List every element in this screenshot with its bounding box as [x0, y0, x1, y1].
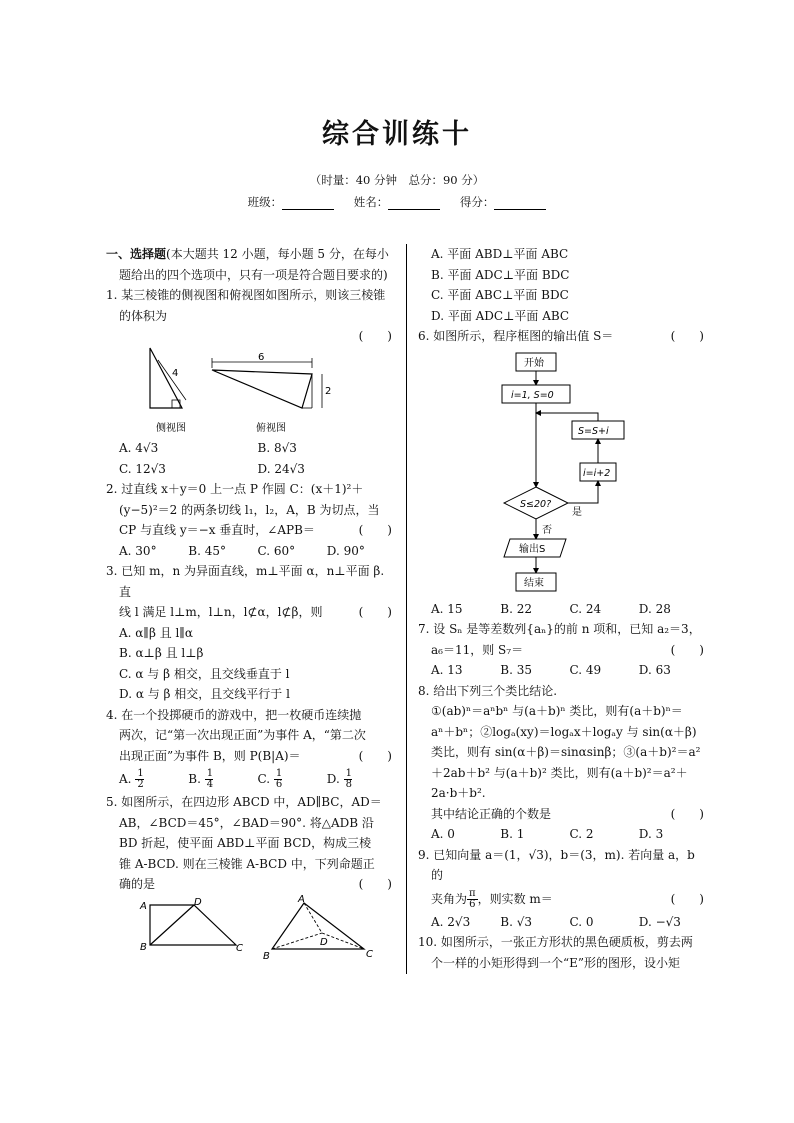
q4-stem-3: 出现正面”为事件 B，则 P(B|A)＝ [119, 748, 301, 763]
page-title: 综合训练十 [322, 119, 472, 150]
q8-option-b[interactable]: B. 1 [500, 827, 525, 841]
q7-option-d[interactable]: D. 63 [638, 663, 671, 677]
score-label: 得分： [459, 195, 495, 209]
q1-option-b[interactable]: B. 8√3 [257, 441, 297, 455]
name-field [354, 194, 441, 210]
name-label: 姓名： [353, 195, 389, 209]
trap-label-b: B [140, 941, 147, 953]
question-5 [106, 792, 396, 961]
q6-answer-paren: ( ) [670, 329, 704, 343]
fc-yes-label: 是 [572, 506, 582, 518]
q2-options [106, 541, 396, 562]
q5-answer-paren: ( ) [358, 877, 392, 891]
q7-option-a[interactable]: A. 13 [431, 663, 463, 677]
q8-line-4: ＋2ab＋b² 与(a＋b)² 类比，则有(a＋b)²＝a²＋ [431, 765, 688, 780]
tet-label-b: B [263, 950, 270, 961]
q4-stem-1: 4. 在一个投掷硬币的游戏中，把一枚硬币连续抛 [106, 707, 362, 722]
q7-answer-paren: ( ) [670, 642, 704, 657]
q6-option-d[interactable]: D. 28 [638, 601, 671, 616]
fc-cond-label: S≤20? [520, 498, 552, 510]
q2-stem-3: CP 与直线 y＝−x 垂直时，∠APB＝ [119, 523, 315, 537]
name-blank[interactable] [388, 197, 440, 210]
trapezoid [139, 897, 243, 954]
q3-option-a[interactable]: A. α∥β 且 l∥α [119, 625, 193, 640]
q1-option-d[interactable]: D. 24√3 [257, 461, 305, 476]
score-field [460, 194, 547, 210]
q2-stem-1: 2. 过直线 x＋y＝0 上一点 P 作圆 C：(x＋1)²＋ [106, 482, 364, 496]
side-view-label: 侧视图 [156, 423, 186, 434]
q1-options [106, 438, 396, 479]
tet-label-d: D [320, 936, 328, 948]
question-3 [106, 561, 396, 705]
trap-label-a: A [140, 900, 147, 912]
q8-line-2: aⁿ＋bⁿ；②logₐ(xy)＝logₐx＋logₐy 与 sin(α＋β) [431, 724, 697, 739]
q2-option-d[interactable]: D. 90° [326, 543, 365, 558]
q4-stem-2: 两次，记“第一次出现正面”为事件 A，“第二次 [119, 728, 366, 742]
q10-stem-1: 10. 如图所示，一张正方形状的黑色硬质板，剪去两 [418, 935, 693, 949]
exam-meta: （时量：40 分钟 总分：90 分） [309, 173, 485, 187]
fc-end-label: 结束 [524, 577, 544, 589]
q1-option-a[interactable]: A. 4√3 [119, 441, 159, 455]
right-column [418, 244, 708, 973]
column-divider [406, 244, 407, 974]
fc-start-label: 开始 [524, 357, 544, 369]
q6-flowchart [418, 347, 708, 599]
question-9 [418, 845, 708, 933]
question-10 [418, 932, 708, 973]
q9-options [418, 912, 708, 933]
q9-option-b[interactable]: B. √3 [500, 914, 532, 929]
left-column [106, 244, 396, 961]
top-view [212, 352, 331, 434]
q9-angle-fraction: $\frac{\pi}{6}$ [469, 887, 476, 910]
q5-option-d[interactable]: D. 平面 ADC⊥平面 ABC [431, 308, 570, 323]
side-view [150, 348, 186, 434]
q8-line-6: 其中结论正确的个数是 [431, 806, 552, 821]
class-field [248, 194, 335, 210]
q4-answer-paren: ( ) [358, 748, 392, 763]
q1-answer-paren: ( ) [358, 329, 392, 343]
top-dim-6: 6 [258, 352, 265, 363]
fc-output-label: 输出S [519, 543, 546, 555]
q9-option-d[interactable]: D. −√3 [638, 914, 681, 929]
side-dim-4: 4 [172, 368, 179, 379]
trap-label-d: D [194, 896, 202, 908]
q6-stem: 6. 如图所示，程序框图的输出值 S＝ [418, 329, 614, 343]
fc-no-label: 否 [542, 524, 552, 536]
question-4 [106, 705, 396, 793]
fc-init-label: i=1, S=0 [511, 389, 554, 401]
score-blank[interactable] [494, 197, 546, 210]
q7-option-c[interactable]: C. 49 [569, 663, 602, 677]
question-2 [106, 479, 396, 561]
trap-label-c: C [236, 942, 243, 954]
q5-stem-4: 锥 A-BCD. 则在三棱锥 A-BCD 中，下列命题正 [119, 856, 375, 871]
q3-option-b[interactable]: B. α⊥β 且 l⊥β [119, 646, 204, 660]
tet-label-a: A [298, 894, 305, 905]
q5-figure [106, 895, 386, 961]
q9-stem-2a: 夹角为 [431, 891, 468, 906]
question-7 [418, 619, 708, 681]
q6-option-a[interactable]: A. 15 [431, 601, 463, 616]
question-8 [418, 681, 708, 845]
q6-option-b[interactable]: B. 22 [500, 601, 532, 616]
class-label: 班级： [247, 195, 283, 209]
q4-option-d[interactable]: D. $\frac{1}{8}$ [326, 768, 352, 790]
q1-option-c[interactable]: C. 12√3 [119, 461, 166, 476]
q5-option-a[interactable]: A. 平面 ABD⊥平面 ABC [431, 247, 569, 261]
q8-line-1: ①(ab)ⁿ＝aⁿbⁿ 与(a＋b)ⁿ 类比，则有(a＋b)ⁿ＝ [431, 704, 683, 718]
q1-stem: 1. 某三棱锥的侧视图和俯视图如图所示，则该三棱锥的体积为 [106, 288, 386, 323]
q7-option-b[interactable]: B. 35 [500, 663, 532, 677]
q9-option-a[interactable]: A. 2√3 [431, 914, 471, 929]
q2-option-b[interactable]: B. 45° [188, 543, 226, 558]
q4-options [106, 766, 396, 792]
q9-answer-paren: ( ) [670, 891, 704, 906]
q8-stem: 8. 给出下列三个类比结论. [418, 683, 558, 698]
q8-options [418, 824, 708, 845]
question-6 [418, 326, 708, 619]
tet-label-c: C [366, 948, 373, 960]
tetrahedron [263, 895, 373, 961]
student-info [0, 194, 794, 210]
q2-option-a[interactable]: A. 30° [119, 543, 157, 558]
section-heading [106, 244, 396, 285]
q2-option-c[interactable]: C. 60° [257, 543, 296, 558]
q3-answer-paren: ( ) [358, 605, 392, 619]
q3-option-d[interactable]: D. α 与 β 相交，且交线平行于 l [119, 687, 290, 701]
q5-option-b[interactable]: B. 平面 ADC⊥平面 BDC [431, 267, 570, 282]
section-heading-label: 一、选择题 [106, 247, 167, 261]
q8-option-d[interactable]: D. 3 [638, 827, 664, 841]
q8-line-3: 类比，则有 sin(α＋β)＝sinαsinβ；③(a＋b)²＝a² [431, 745, 701, 759]
q6-options [418, 599, 708, 620]
q9-stem-1: 9. 已知向量 a＝(1，√3)，b＝(3，m). 若向量 a，b 的 [418, 847, 695, 882]
q2-answer-paren: ( ) [358, 523, 392, 537]
q9-option-c[interactable]: C. 0 [569, 914, 594, 929]
q5-stem-2: AB，∠BCD＝45°，∠BAD＝90°. 将△ADB 沿 [119, 815, 374, 830]
question-1 [106, 285, 396, 479]
q6-option-c[interactable]: C. 24 [569, 601, 602, 616]
q7-options [418, 660, 708, 681]
q5-stem-3: BD 折起，使平面 ABD⊥平面 BCD，构成三棱 [119, 836, 372, 850]
q5-stem-1: 5. 如图所示，在四边形 ABCD 中，AD∥BC，AD＝ [106, 795, 382, 809]
q3-stem-2: 线 l 满足 l⊥m，l⊥n，l⊄α，l⊄β，则 [119, 605, 323, 619]
class-blank[interactable] [282, 197, 334, 210]
fc-update-s-label: S=S+i [578, 425, 609, 437]
q8-option-a[interactable]: A. 0 [431, 827, 455, 841]
q7-stem-1: 7. 设 Sₙ 是等差数列{aₙ}的前 n 项和，已知 a₂＝3， [418, 622, 701, 636]
q3-stem-1: 3. 已知 m，n 为异面直线，m⊥平面 α，n⊥平面 β. 直 [106, 564, 385, 599]
q8-answer-paren: ( ) [670, 806, 704, 821]
q8-line-5: 2a·b＋b². [431, 786, 486, 800]
top-dim-2: 2 [325, 386, 332, 397]
q5-stem-5: 确的是 [119, 877, 156, 891]
q4-option-c[interactable]: C. $\frac{1}{6}$ [257, 768, 283, 790]
q9-stem-2b: ，则实数 m＝ [477, 891, 553, 906]
q4-option-b[interactable]: B. $\frac{1}{4}$ [188, 768, 214, 790]
q5-option-c[interactable]: C. 平面 ABC⊥平面 BDC [431, 288, 569, 302]
q10-stem-2: 个一样的小矩形得到一个“E”形的图形，设小矩 [431, 955, 681, 970]
q8-option-c[interactable]: C. 2 [569, 827, 594, 841]
fc-update-i-label: i=i+2 [583, 467, 611, 479]
top-view-label: 俯视图 [256, 423, 286, 434]
q7-stem-2: a₆＝11，则 S₇＝ [431, 642, 524, 657]
q4-option-a[interactable]: A. $\frac{1}{2}$ [119, 768, 144, 790]
q2-stem-2: (y−5)²＝2 的两条切线 l₁，l₂，A，B 为切点，当 [119, 502, 380, 517]
q1-figure [106, 346, 386, 438]
q3-option-c[interactable]: C. α 与 β 相交，且交线垂直于 l [119, 666, 290, 681]
section-heading-note: (本大题共 12 小题，每小题 5 分，在每小题给出的四个选项中，只有一项是符合题目要求的) [119, 247, 389, 282]
